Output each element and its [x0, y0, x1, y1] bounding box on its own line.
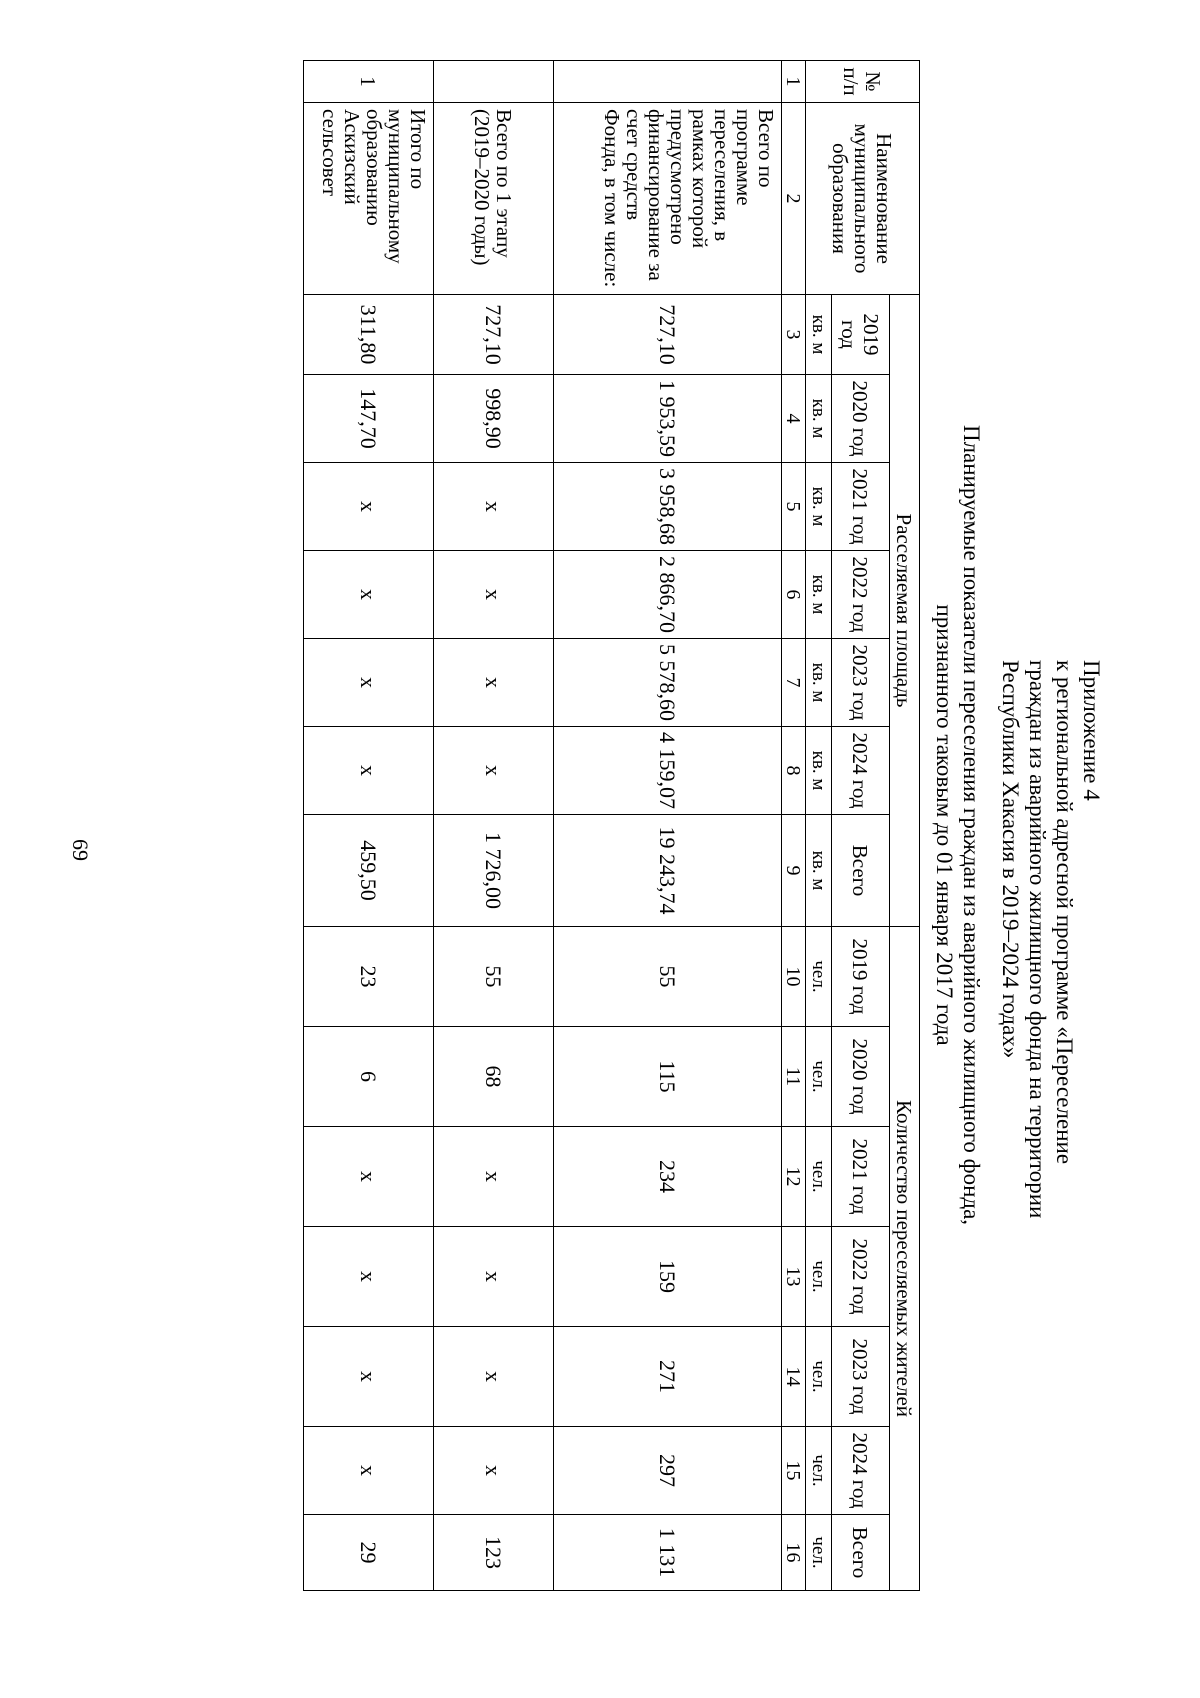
header-num: № п/п — [806, 61, 920, 103]
header-year: 2023 год — [832, 639, 890, 727]
area-cell: х — [304, 463, 434, 551]
area-cell: 727,10 — [434, 295, 554, 375]
appendix-line: к региональной адресной программе «Переселение — [1052, 660, 1077, 1165]
column-number: 9 — [782, 815, 806, 927]
column-number-row — [782, 61, 806, 1591]
area-total-cell: 19 243,74 — [554, 815, 782, 927]
people-cell: 55 — [434, 927, 554, 1027]
area-cell: 4 159,07 — [554, 727, 782, 815]
column-number: 10 — [782, 927, 806, 1027]
column-number: 5 — [782, 463, 806, 551]
unit-people: чел. — [806, 1227, 832, 1327]
unit-people: чел. — [806, 927, 832, 1027]
header-people-group: Количество переселяемых жителей — [890, 927, 920, 1591]
header-name: Наименование муниципального образования — [806, 103, 920, 295]
people-cell: х — [434, 1227, 554, 1327]
unit-people: чел. — [806, 1027, 832, 1127]
header-year: 2021 год — [832, 463, 890, 551]
unit-area: кв. м — [806, 727, 832, 815]
appendix-line: Приложение 4 — [1079, 660, 1104, 801]
column-number: 8 — [782, 727, 806, 815]
row-name: Итого по муниципальному образованию Аскизский сельсовет — [304, 103, 434, 295]
page-number: 69 — [68, 839, 93, 861]
column-number: 13 — [782, 1227, 806, 1327]
table-row — [434, 61, 554, 1591]
people-cell: х — [434, 1127, 554, 1227]
unit-area: кв. м — [806, 375, 832, 463]
column-number: 15 — [782, 1427, 806, 1515]
column-number: 4 — [782, 375, 806, 463]
unit-people: чел. — [806, 1127, 832, 1227]
column-number: 7 — [782, 639, 806, 727]
header-year: 2024 год — [832, 1427, 890, 1515]
column-number: 16 — [782, 1515, 806, 1591]
people-cell: 234 — [554, 1127, 782, 1227]
appendix-line: граждан из аварийного жилищного фонда на территории — [1025, 660, 1050, 1219]
header-year: 2021 год — [832, 1127, 890, 1227]
people-cell: 55 — [554, 927, 782, 1027]
people-cell: 6 — [304, 1027, 434, 1127]
area-cell: 1 953,59 — [554, 375, 782, 463]
column-number: 14 — [782, 1327, 806, 1427]
appendix-line: Республики Хакасия в 2019–2024 годах» — [998, 660, 1023, 1059]
area-cell: х — [304, 551, 434, 639]
people-cell: 23 — [304, 927, 434, 1027]
people-cell: х — [434, 1427, 554, 1515]
area-cell: х — [434, 639, 554, 727]
people-total-cell: 123 — [434, 1515, 554, 1591]
table-title — [931, 55, 985, 1595]
people-cell: 297 — [554, 1427, 782, 1515]
header-year: 2023 год — [832, 1327, 890, 1427]
people-cell: х — [304, 1227, 434, 1327]
area-cell: х — [434, 727, 554, 815]
area-cell: 5 578,60 — [554, 639, 782, 727]
row-name: Всего по программе переселения, в рамках которой предусмотрено финансирование за счет средств Фонда, в том числе: — [554, 103, 782, 295]
column-number: 3 — [782, 295, 806, 375]
header-row-groups — [890, 61, 920, 1591]
row-name: Всего по 1 этапу (2019–2020 годы) — [434, 103, 554, 295]
row-num: 1 — [304, 61, 434, 103]
people-cell: 159 — [554, 1227, 782, 1327]
header-year: 2019 год — [832, 927, 890, 1027]
column-number: 11 — [782, 1027, 806, 1127]
header-year: 2019 год — [832, 295, 890, 375]
column-number: 6 — [782, 551, 806, 639]
area-cell: х — [434, 551, 554, 639]
people-cell: х — [434, 1327, 554, 1427]
area-total-cell: 1 726,00 — [434, 815, 554, 927]
rotated-page-content — [85, 55, 1105, 1595]
area-cell: 2 866,70 — [554, 551, 782, 639]
table-title-line: Планируемые показатели переселения граждан из аварийного жилищного фонда, — [959, 424, 984, 1226]
unit-area: кв. м — [806, 463, 832, 551]
area-total-cell: 459,50 — [304, 815, 434, 927]
table-row — [304, 61, 434, 1591]
table-row — [554, 61, 782, 1591]
people-cell: 271 — [554, 1327, 782, 1427]
unit-people: чел. — [806, 1515, 832, 1591]
unit-area: кв. м — [806, 295, 832, 375]
appendix-header — [997, 660, 1105, 1590]
header-year: 2022 год — [832, 1227, 890, 1327]
column-number: 1 — [782, 61, 806, 103]
unit-people: чел. — [806, 1327, 832, 1427]
area-cell: 3 958,68 — [554, 463, 782, 551]
area-cell: х — [304, 727, 434, 815]
column-number: 12 — [782, 1127, 806, 1227]
people-cell: х — [304, 1127, 434, 1227]
unit-area: кв. м — [806, 815, 832, 927]
header-year: 2022 год — [832, 551, 890, 639]
column-number: 2 — [782, 103, 806, 295]
area-cell: 998,90 — [434, 375, 554, 463]
header-total: Всего — [832, 1515, 890, 1591]
header-year: 2020 год — [832, 1027, 890, 1127]
people-total-cell: 1 131 — [554, 1515, 782, 1591]
header-year: 2020 год — [832, 375, 890, 463]
people-cell: 115 — [554, 1027, 782, 1127]
unit-area: кв. м — [806, 551, 832, 639]
people-cell: х — [304, 1427, 434, 1515]
area-cell: х — [304, 639, 434, 727]
unit-people: чел. — [806, 1427, 832, 1515]
header-year: 2024 год — [832, 727, 890, 815]
unit-area: кв. м — [806, 639, 832, 727]
area-cell: 311,80 — [304, 295, 434, 375]
people-cell: 68 — [434, 1027, 554, 1127]
row-num — [554, 61, 782, 103]
area-cell: 147,70 — [304, 375, 434, 463]
header-area-group: Расселяемая площадь — [890, 295, 920, 927]
area-cell: 727,10 — [554, 295, 782, 375]
table-title-line: признанного таковым до 01 января 2017 года — [932, 604, 957, 1046]
area-cell: х — [434, 463, 554, 551]
people-cell: х — [304, 1327, 434, 1427]
people-total-cell: 29 — [304, 1515, 434, 1591]
row-num — [434, 61, 554, 103]
header-total: Всего — [832, 815, 890, 927]
resettlement-table — [303, 60, 920, 1591]
